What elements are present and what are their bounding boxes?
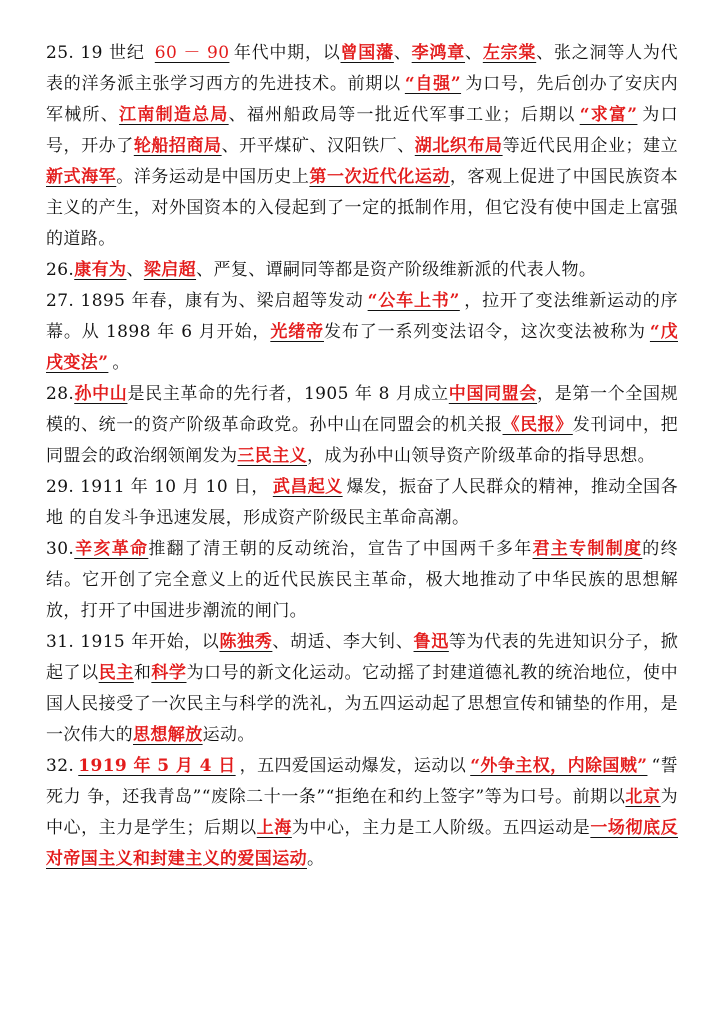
highlighted-term: 梁启超	[143, 260, 197, 280]
body-text: 。	[307, 849, 325, 869]
item-28	[46, 379, 678, 472]
body-text: 为中心，主力是学生；后期以	[46, 787, 678, 838]
body-text: 。洋务运动是中国历史上	[116, 167, 310, 187]
highlighted-term: 思想解放	[133, 725, 203, 745]
highlighted-term: 辛亥革命	[74, 539, 149, 559]
body-text: 31. 1915 年开始，以	[46, 632, 220, 652]
highlighted-term: 李鸿章	[411, 43, 466, 63]
highlighted-term: 中国同盟会	[448, 384, 538, 404]
highlighted-term: 北京	[625, 787, 661, 807]
highlighted-term: 孙中山	[74, 384, 128, 404]
highlighted-term: 君主专制制度	[532, 539, 643, 559]
highlighted-term: 1919 年 5 月 4 日	[78, 756, 236, 776]
body-text: 是民主革命的先行者，1905 年 8 月成立	[127, 384, 449, 404]
highlighted-term: “自强”	[404, 74, 462, 94]
body-text: 、福州船政局等一批近代军事工业；后期以	[228, 105, 576, 125]
body-text: 为中心，主力是工人阶级。五四运动是	[291, 818, 591, 838]
highlighted-term: 60 － 90	[154, 43, 230, 63]
body-text: 为口号，先后创办了安庆内军械所、	[46, 74, 678, 125]
body-text: 发布了一系列变法诏令，这次变法被称为	[323, 322, 646, 342]
item-25	[46, 38, 678, 255]
highlighted-term: 康有为	[74, 260, 127, 280]
highlighted-term: 上海	[256, 818, 292, 838]
item-32	[46, 751, 678, 875]
item-29	[46, 472, 678, 534]
highlighted-term: 一场彻底反对帝国主义和封建主义的爱国运动	[46, 818, 678, 869]
item-27	[46, 286, 678, 379]
body-text: 、	[465, 43, 483, 63]
highlighted-term: 新式海军	[46, 167, 117, 187]
highlighted-term: 鲁迅	[413, 632, 449, 652]
body-text: ，是第一个全国规模的、统一的资产阶级革命政党。孙中山在同盟会的机关报	[46, 384, 678, 435]
body-text: 30.	[46, 539, 75, 559]
highlighted-term: 轮船招商局	[133, 136, 222, 156]
body-text: 的终结。它开创了完全意义上的近代民族民主革命，极大地推动了中华民族的思想解放，打开了中国进步潮流的闸门。	[46, 539, 678, 621]
body-text: 25. 19 世纪	[46, 43, 151, 63]
body-text: 和	[133, 663, 152, 683]
body-text: 。	[112, 353, 130, 373]
body-text: 27. 1895 年春，康有为、梁启超等发动	[46, 291, 364, 311]
body-text: 等为代表的先进知识分子，掀起了以	[46, 632, 678, 683]
body-text: 推翻了清王朝的反动统治，宣告了中国两千多年	[148, 539, 533, 559]
highlighted-term: “外争主权，内除国贼”	[470, 756, 648, 776]
body-text: 26.	[46, 260, 75, 280]
highlighted-term: 三民主义	[237, 446, 308, 466]
highlighted-term: 光绪帝	[270, 322, 324, 342]
body-text: 运动。	[202, 725, 255, 745]
highlighted-term: 陈独秀	[219, 632, 273, 652]
body-text: “誓死力 争，还我青岛”“废除二十一条”“拒绝在和约上签字”等为口号。前期以	[46, 756, 678, 807]
body-text: 29. 1911 年 10 月 10 日，	[46, 477, 269, 497]
highlighted-term: 湖北织布局	[414, 136, 503, 156]
item-31	[46, 627, 678, 751]
body-text: 、张之洞等人为代表的洋务派主张学习西方的先进技术。前期以	[46, 43, 679, 94]
body-text: ，成为孙中山领导资产阶级革命的指导思想。	[307, 446, 656, 466]
body-text: 为口号的新文化运动。它动摇了封建道德礼教的统治地位，使中国人民接受了一次民主与科学的洗礼，为五四运动起了思想宣传和铺垫的作用，是一次伟大的	[46, 663, 678, 745]
body-text: ，五四爱国运动爆发，运动以	[239, 756, 467, 776]
highlighted-term: 第一次近代化运动	[309, 167, 450, 187]
body-text: 、	[393, 43, 412, 63]
highlighted-term: “求富”	[579, 105, 638, 125]
body-text: 、严复、谭嗣同等都是资产阶级维新派的代表人物。	[196, 260, 597, 280]
body-text: 为口号，开办了	[46, 105, 678, 156]
highlighted-term: 曾国藩	[340, 43, 394, 63]
body-text: 年代中期，以	[233, 43, 341, 63]
highlighted-term: “戊戌变法”	[46, 322, 678, 373]
highlighted-term: 武昌起义	[272, 477, 343, 497]
body-text: 28.	[46, 384, 75, 404]
body-text: 、胡适、李大钊、	[272, 632, 414, 652]
highlighted-term: 《民报》	[502, 415, 573, 435]
highlighted-term: 民主	[98, 663, 134, 683]
item-list	[46, 38, 678, 875]
body-text: 、	[126, 260, 144, 280]
highlighted-term: 江南制造总局	[119, 105, 229, 125]
body-text: ，拉开了变法维新运动的序 幕。从 1898 年 6 月开始，	[46, 291, 678, 342]
body-text: 爆发，振奋了人民群众的精神，推动全国各地 的自发斗争迅速发展，形成资产阶级民主革命高潮。	[46, 477, 678, 528]
highlighted-term: “公车上书”	[367, 291, 460, 311]
item-26	[46, 255, 678, 286]
highlighted-term: 科学	[151, 663, 187, 683]
body-text: 等近代民用企业；建立	[502, 136, 679, 156]
body-text: 32.	[46, 756, 75, 776]
body-text: 发刊词中，把同盟会的政治纲领阐发为	[46, 415, 678, 466]
body-text: 、开平煤矿、汉阳铁厂、	[221, 136, 415, 156]
highlighted-term: 左宗棠	[482, 43, 537, 63]
item-30	[46, 534, 678, 627]
body-text: ，客观上促进了中国民族资本主义的产生，对外国资本的入侵起到了一定的抵制作用，但它没有使中国走上富强的道路。	[46, 167, 679, 249]
